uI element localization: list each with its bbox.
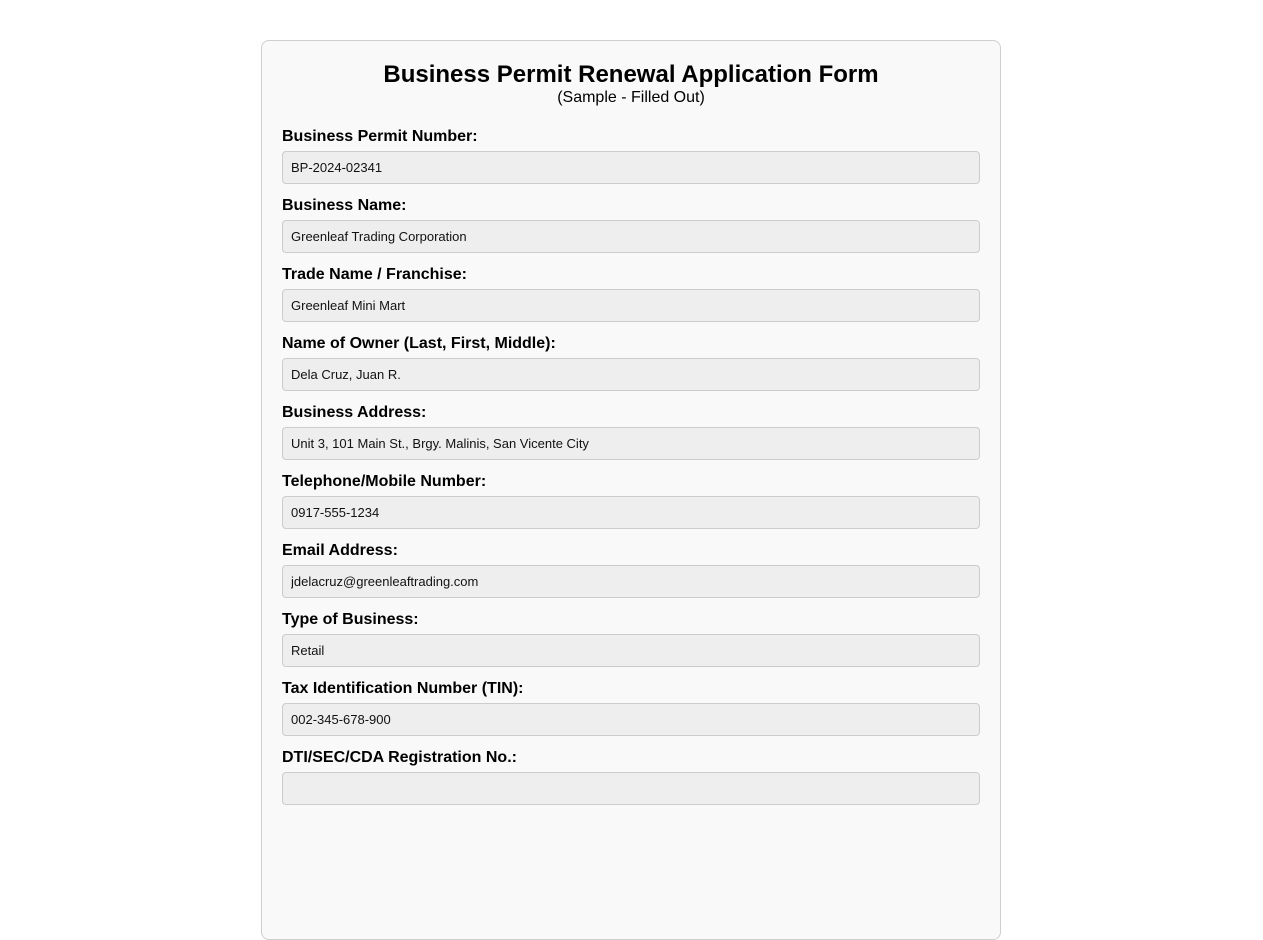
business-address-label: Business Address: [282,404,427,421]
business-type-label: Type of Business: [282,611,419,628]
business-address-input[interactable] [282,427,980,460]
owner-name-input[interactable] [282,358,980,391]
registration-number-label: DTI/SEC/CDA Registration No.: [282,749,517,766]
field-owner-name [282,335,980,391]
form-container [261,40,1001,940]
trade-name-input[interactable] [282,289,980,322]
field-email [282,542,980,598]
telephone-input[interactable] [282,496,980,529]
trade-name-label: Trade Name / Franchise: [282,266,467,283]
registration-number-input[interactable] [282,772,980,805]
email-label: Email Address: [282,542,398,559]
form-subtitle: (Sample - Filled Out) [557,89,705,106]
business-name-input[interactable] [282,220,980,253]
business-type-input[interactable] [282,634,980,667]
field-business-address [282,404,980,460]
owner-name-label: Name of Owner (Last, First, Middle): [282,335,556,352]
business-name-label: Business Name: [282,197,407,214]
field-registration-number [282,749,980,805]
business-permit-number-input[interactable] [282,151,980,184]
field-telephone [282,473,980,529]
business-permit-number-label: Business Permit Number: [282,128,478,145]
field-tin [282,680,980,736]
tin-input[interactable] [282,703,980,736]
field-business-permit-number [282,128,980,184]
form-title: Business Permit Renewal Application Form [383,61,879,88]
field-trade-name [282,266,980,322]
field-business-name [282,197,980,253]
telephone-label: Telephone/Mobile Number: [282,473,487,490]
email-input[interactable] [282,565,980,598]
tin-label: Tax Identification Number (TIN): [282,680,524,697]
field-business-type [282,611,980,667]
